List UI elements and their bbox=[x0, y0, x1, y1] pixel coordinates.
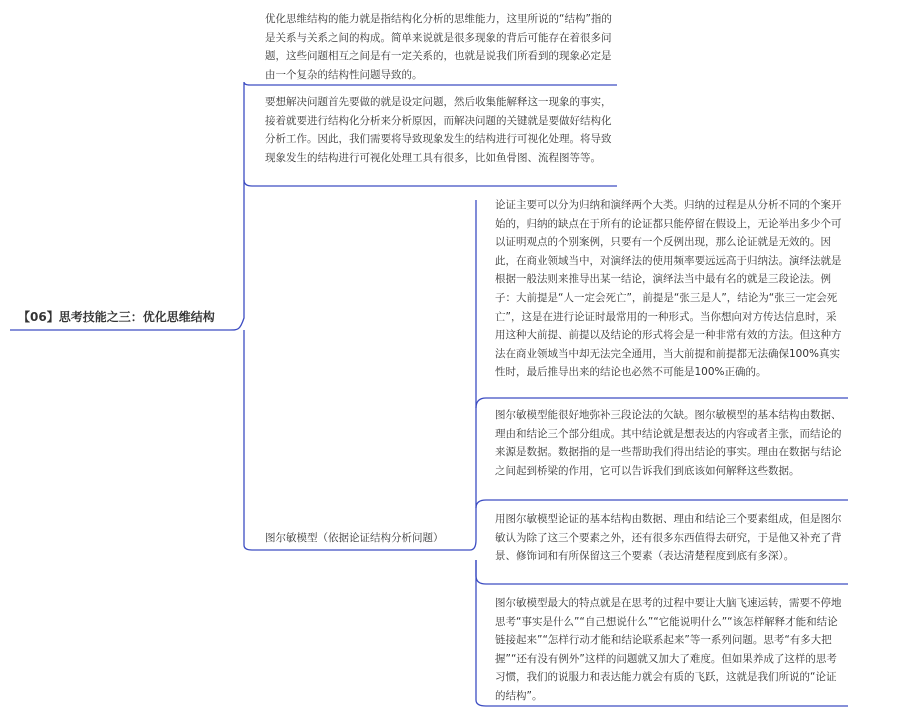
toulmin-child-deduction[interactable]: 论证主要可以分为归纳和演绎两个大类。归纳的过程是从分析不同的个案开始的，归纳的缺点在于所有的论证都只能停留在假设上，无论举出多少个可以证明观点的个别案例，只要有一个反例出现，那么论证就是无效的。因此，在商业领域当中，对演绎法的使用频率要远远高于归纳法。演绎法就是根据一般法则来推导出某一结论，演绎法当中最有名的就是三段论法。例子：大前提是“人一定会死亡”，前提是“张三是人”，结论为“张三一定会死亡”，这是在进行论证时最常用的一种形式。当你想向对方传达信息时，采用这种大前提、前提以及结论的形式将会是一种非常有效的方法。但这种方法在商业领域当中却无法完全通用，当大前提和前提都无法确保100%真实性时，最后推导出来的结论也必然不可能是100%正确的。 bbox=[495, 199, 842, 379]
connector-problem-branch bbox=[244, 180, 617, 186]
toulmin-child-feature[interactable]: 图尔敏模型最大的特点就是在思考的过程中要让大脑飞速运转，需要不停地思考“事实是什么”“自己想说什么”“它能说明什么”“该怎样解释才能和结论链接起来”“怎样行动才能和结论联系起来”等一系列问题。思考“有多大把握”“还有没有例外”这样的问题就又加大了难度。但如果养成了这样的思考习惯，我们的说服力和表达能力就会有质的飞跃，这就是我们所说的“论证的结构”。 bbox=[495, 597, 842, 702]
topic-toulmin-label[interactable]: 图尔敏模型（依据论证结构分析问题） bbox=[265, 532, 444, 544]
topic-problem-setting[interactable]: 要想解决问题首先要做的就是设定问题，然后收集能解释这一现象的事实，接着就要进行结构化分析来分析原因，而解决问题的关键就是要做好结构化分析工作。因此，我们需要将导致现象发生的结构进行可视化处理。将导致现象发生的结构进行可视化处理工具有很多，比如鱼骨图、流程图等等。 bbox=[265, 96, 612, 164]
root-topic[interactable]: 【06】思考技能之三：优化思维结构 bbox=[18, 310, 215, 324]
connector-toulmin-branch bbox=[244, 330, 470, 550]
toulmin-child-trunk bbox=[470, 398, 476, 550]
connector-child-3 bbox=[476, 500, 848, 508]
toulmin-child-structure[interactable]: 图尔敏模型能很好地弥补三段论法的欠缺。图尔敏模型的基本结构由数据、理由和结论三个部分组成。其中结论就是想表达的内容或者主张，而结论的来源是数据。数据指的是一些帮助我们得出结论的事实。理由在数据与结论之间起到桥梁的作用，它可以告诉我们到底该如何解释这些数据。 bbox=[495, 409, 842, 477]
topic-intro[interactable]: 优化思维结构的能力就是指结构化分析的思维能力，这里所说的“结构”指的是关系与关系之间的构成。简单来说就是很多现象的背后可能存在着很多问题，这些问题相互之间是有一定关系的，也就是说我们所看到的现象必定是由一个复杂的结构性问题导致的。 bbox=[265, 13, 612, 81]
toulmin-child-elements[interactable]: 用图尔敏模型论证的基本结构由数据、理由和结论三个要素组成，但是图尔敏认为除了这三个要素之外，还有很多东西值得去研究，于是他又补充了背景、修饰词和有所保留这三个要素（表达清楚程度到底有多深）。 bbox=[495, 513, 842, 563]
